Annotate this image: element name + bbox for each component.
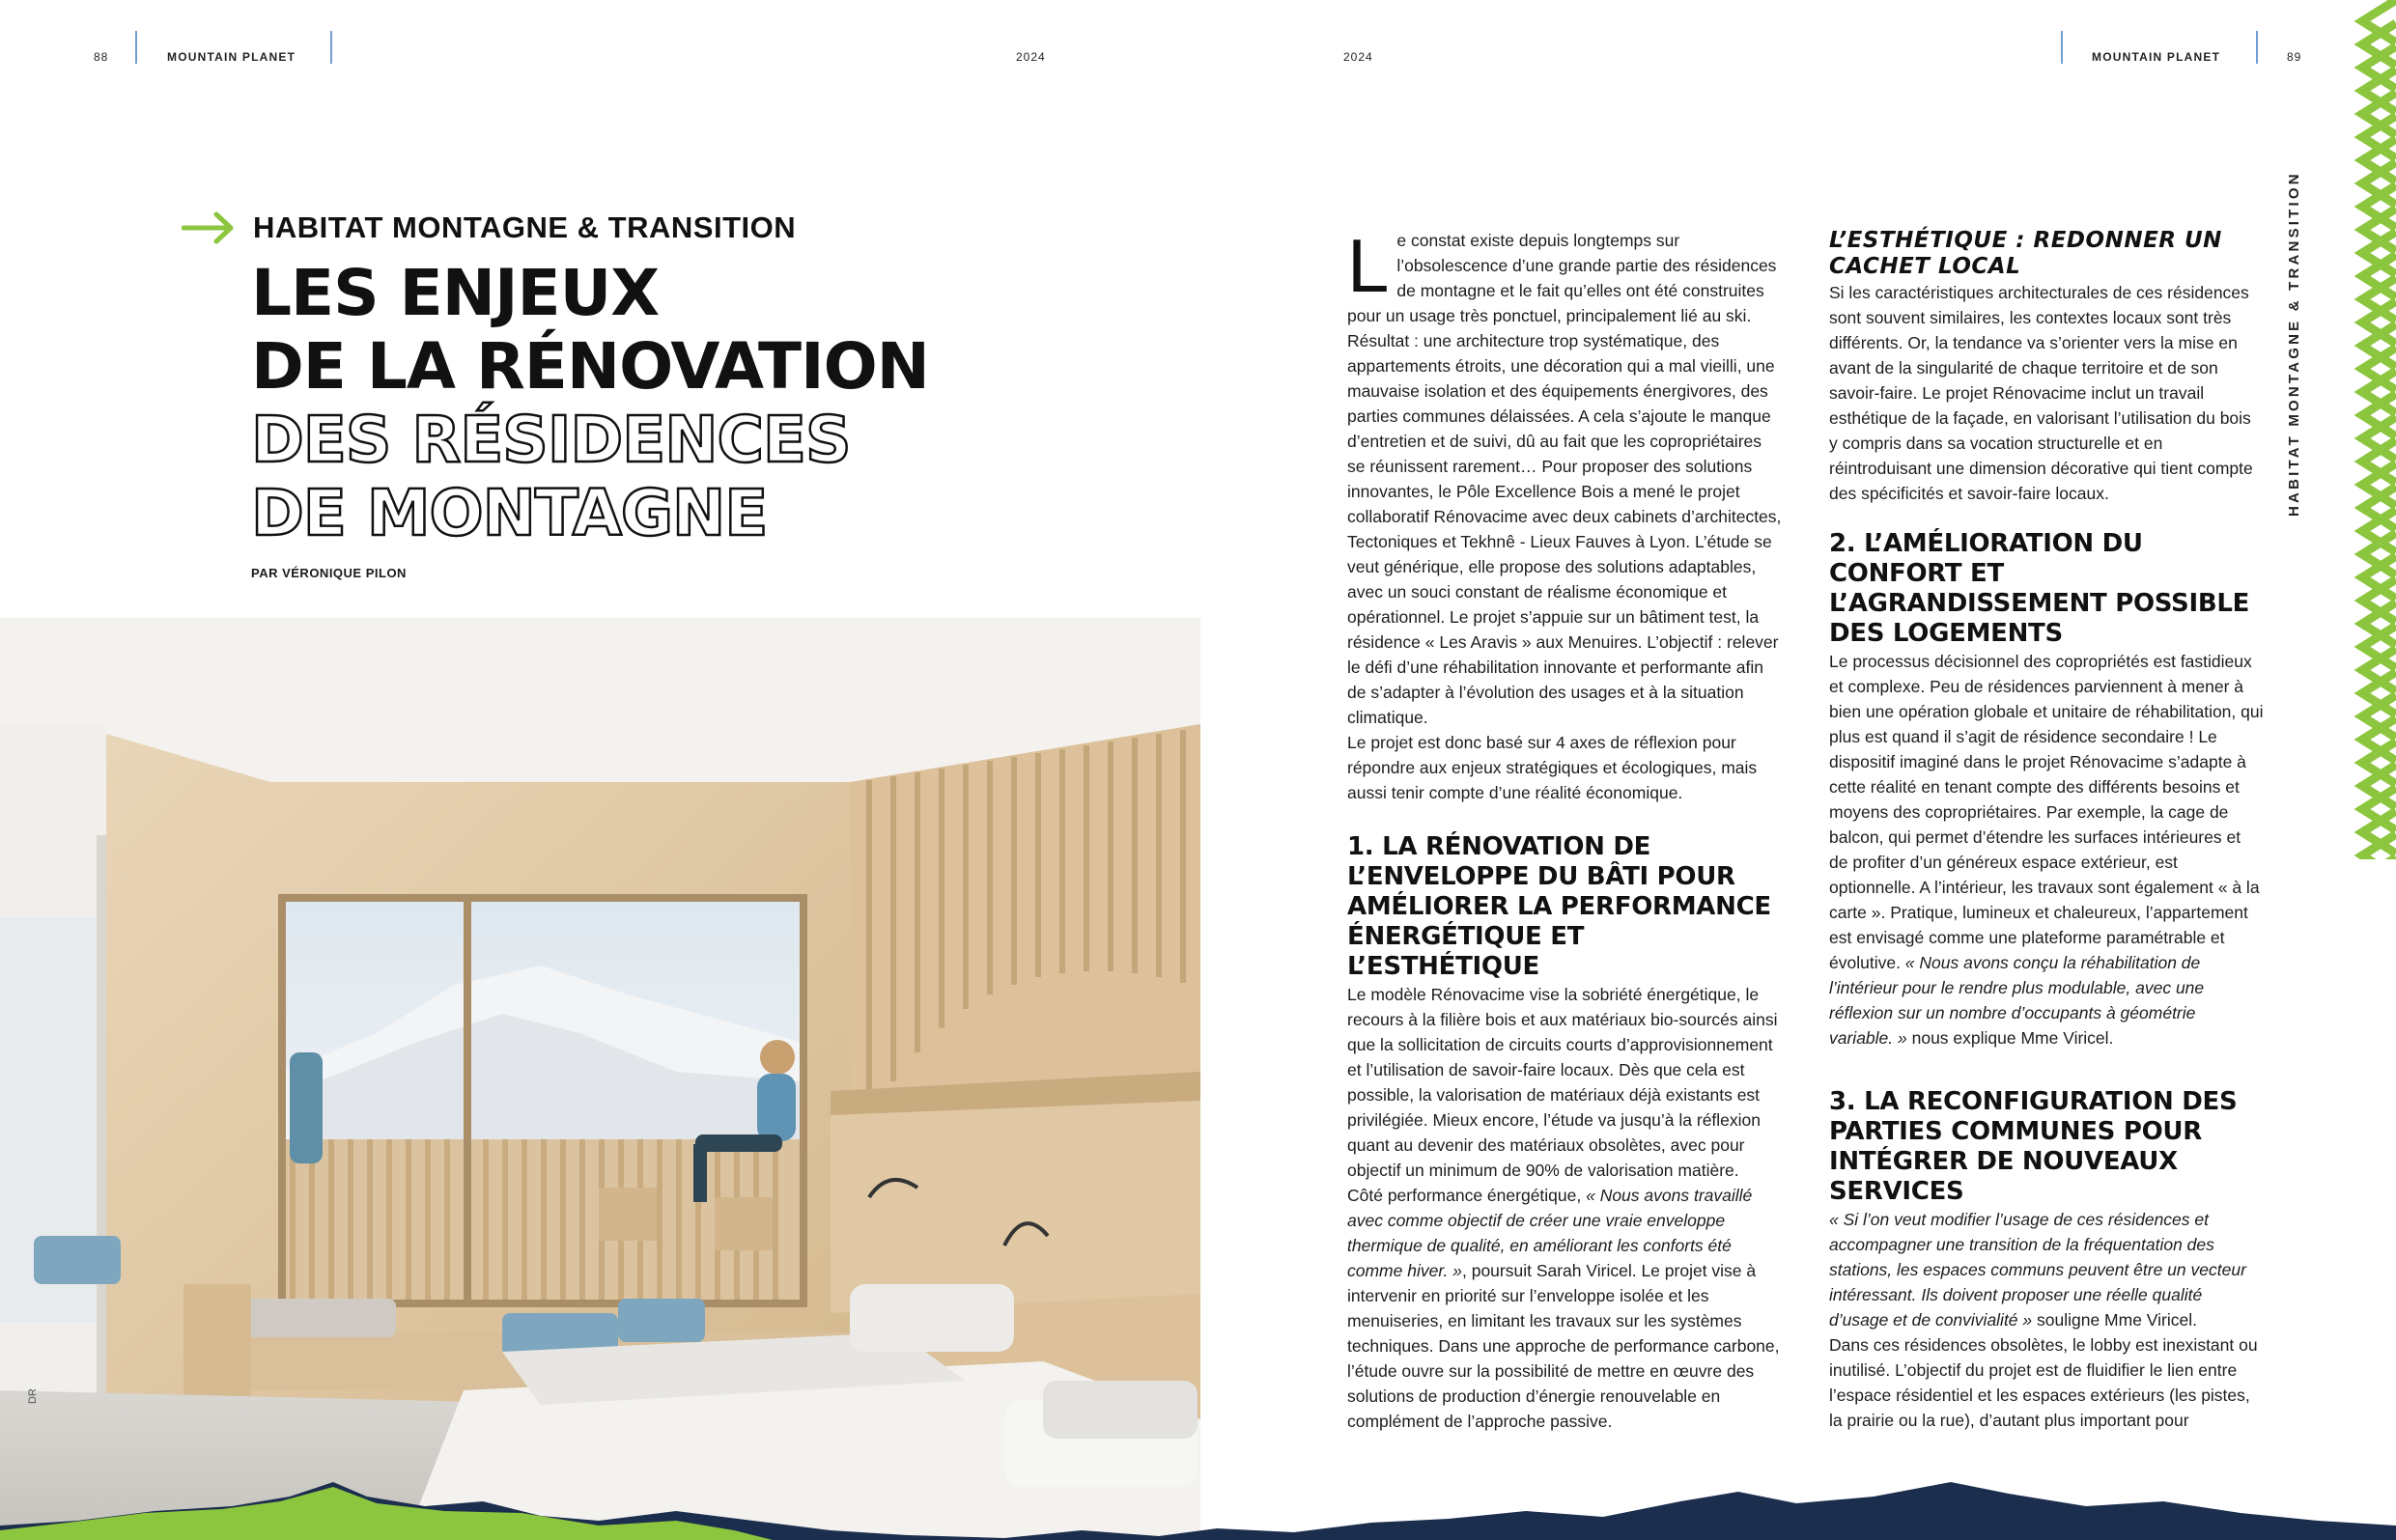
title-line: DE LA RÉNOVATION <box>251 329 929 404</box>
dropcap: L <box>1347 223 1390 308</box>
body-column-1 <box>1347 223 1782 1434</box>
byline: PAR VÉRONIQUE PILON <box>251 566 407 580</box>
header-rule <box>2256 31 2258 64</box>
sidebar-vertical-label <box>2283 111 2304 517</box>
title-line-outline: DE MONTAGNE <box>251 476 768 550</box>
left-page-number: 88 <box>94 50 109 64</box>
section-heading-2: 2. L’AMÉLIORATION DU CONFORT ET L’AGRANDISSEMENT POSSIBLE DES LOGEMENTS <box>1829 529 2250 648</box>
header-rule <box>135 31 137 64</box>
article-kicker <box>182 210 796 245</box>
section-3-paragraph-2: Dans ces résidences obsolètes, le lobby est inexistant ou inutilisé. L’objectif du projet est de fluidifier le lien entre l’espace résidentiel et les espaces extérieurs (les pistes, la prairie ou la rue), d’autant plus important pour <box>1829 1335 2258 1430</box>
section-1-paragraph: Le modèle Rénovacime vise la sobriété énergétique, le recours à la filière bois et aux matériaux bio-sourcés ainsi que la sollicitation de circuits courts d’approvisionnement et l’utilisation de savoir-faire locaux. Dès que cela est possible, la valorisation de matériaux déjà existants est privilégiée. Mieux encore, l’étude va jusqu’à la réflexion quant au devenir des matériaux obsolètes, avec pour objectif un minimum de 90% de valorisation matière. <box>1347 985 1778 1180</box>
right-year: 2024 <box>1343 50 1373 64</box>
right-page-number: 89 <box>2287 50 2302 64</box>
header-rule <box>2061 31 2063 64</box>
article-title <box>251 257 929 550</box>
article-photo <box>0 618 1200 1540</box>
text: Le processus décisionnel des copropriétés est fastidieux et complexe. Peu de résidences parviennent à mener à bien une opération globale et unitaire de réhabilitation, qui plus est quand il s’agit de résidence secondaire ! Le dispositif imaginé dans le projet Rénovacime s’adapte à cette réalité en tenant compte des différents besoins et moyens des copropriétaires. Par exemple, la cage de balcon, qui permet d’étendre les surfaces intérieures et de profiter d’un généreux espace extérieur, est optionnelle. A l’intérieur, les travaux sont également « à la carte ». Pratique, lumineux et chaleureux, l’appartement est envisagé comme une plateforme paramétrable et évolutive. <box>1829 652 2264 972</box>
text: souligne Mme Viricel. <box>2032 1310 2197 1330</box>
intro-text: e constat existe depuis longtemps sur l’obsolescence d’une grande partie des résidences de montagne et le fait qu’elles ont été construites pour un usage très ponctuel, principalement lié au ski. Résultat : une architecture trop systématique, des appartements étroits, une décoration qui a mal vieilli, une mauvaise isolation et des équipements énergivores, des parties communes délaissées. A cela s’ajoute le manque d’entretien et de suivi, dû au fait que les copropriétaires se réunissent rarement… Pour proposer des solutions innovantes, le Pôle Excellence Bois a mené le projet collaboratif Rénovacime avec deux cabinets d’architectes, Tectoniques et Tekhnê - Lieux Fauves à Lyon. L’étude se veut générique, elle propose des solutions adaptables, avec un souci constant de réalisme économique et opérationnel. Le projet s’appuie sur un bâtiment test, la résidence « Les Aravis » aux Menuires. L’objectif : relever le défi d’une réhabilitation innovante et performante afin de s’adapter à l’évolution des usages et à la situation climatique. <box>1347 231 1782 727</box>
mountain-silhouette <box>0 1453 2396 1540</box>
sidebar-label-text: HABITAT MONTAGNE & TRANSITION <box>2286 171 2302 517</box>
text: Côté performance énergétique, <box>1347 1186 1587 1205</box>
quote: « Nous avons conçu la réhabilitation de l’intérieur pour le rendre plus modulable, avec une réflexion sur un nombre d’occupants à géométrie variable. » <box>1829 953 2205 1048</box>
bedroom-illustration <box>0 618 1200 1540</box>
quote: « Nous avons travaillé avec comme objectif de créer une vraie enveloppe thermique de qualité, en améliorant les conforts été comme hiver. » <box>1347 1186 1753 1280</box>
section-2-paragraph <box>1829 649 2264 1050</box>
section-heading-3: 3. LA RECONFIGURATION DES PARTIES COMMUNES POUR INTÉGRER DE NOUVEAUX SERVICES <box>1829 1087 2238 1206</box>
esthetique-paragraph: Si les caractéristiques architecturales de ces résidences sont souvent similaires, les contextes locaux sont très différents. Or, la tendance va s’orienter vers la mise en avant de la singularité de chaque territoire et de son savoir-faire. Le projet Rénovacime inclut un travail esthétique de la façade, en valorisant l’utilisation du bois y compris dans sa vocation structurelle et en réintroduisant une dimension décorative qui tient compte des spécificités et savoir-faire locaux. <box>1829 283 2253 503</box>
arrow-right-icon <box>182 210 236 245</box>
kicker-text: HABITAT MONTAGNE & TRANSITION <box>253 210 797 244</box>
left-year: 2024 <box>1016 50 1046 64</box>
intro-paragraph <box>1347 223 1782 730</box>
section-heading-1: 1. LA RÉNOVATION DE L’ENVELOPPE DU BÂTI POUR AMÉLIORER LA PERFORMANCE ÉNERGÉTIQUE ET L’ESTHÉTIQUE <box>1347 832 1771 981</box>
photo-credit: DR <box>26 1388 39 1404</box>
right-magazine-name: MOUNTAIN PLANET <box>2092 50 2221 64</box>
intro-paragraph-2: Le projet est donc basé sur 4 axes de réflexion pour répondre aux enjeux stratégiques et écologiques, mais aussi tenir compte d’une réalité économique. <box>1347 733 1758 802</box>
title-line: LES ENJEUX <box>251 256 660 330</box>
section-heading-esthetique: L’ESTHÉTIQUE : REDONNER UN CACHET LOCAL <box>1829 228 2222 279</box>
quote: « Si l’on veut modifier l’usage de ces résidences et accompagner une transition de la fréquentation des stations, les espaces communs peuvent être un vecteur intéressant. Ils doivent proposer une réelle qualité d’usage et de convivialité » <box>1829 1210 2246 1330</box>
section-3-paragraph <box>1829 1207 2264 1332</box>
chevron-pattern <box>2353 0 2396 859</box>
section-1-paragraph-2 <box>1347 1183 1782 1434</box>
body-column-2 <box>1829 228 2264 1433</box>
text: , poursuit Sarah Viricel. Le projet vise à intervenir en priorité sur l’enveloppe isolée et les menuiseries, en limitant les travaux sur les systèmes techniques. Dans une approche de performance carbone, l’étude ouvre sur la possibilité de mettre en œuvre des solutions de production d’énergie renouvelable en complément de l’approche passive. <box>1347 1261 1780 1431</box>
text: nous explique Mme Viricel. <box>1906 1028 2114 1048</box>
header-rule <box>330 31 332 64</box>
left-magazine-name: MOUNTAIN PLANET <box>167 50 296 64</box>
title-line-outline: DES RÉSIDENCES <box>251 403 851 477</box>
